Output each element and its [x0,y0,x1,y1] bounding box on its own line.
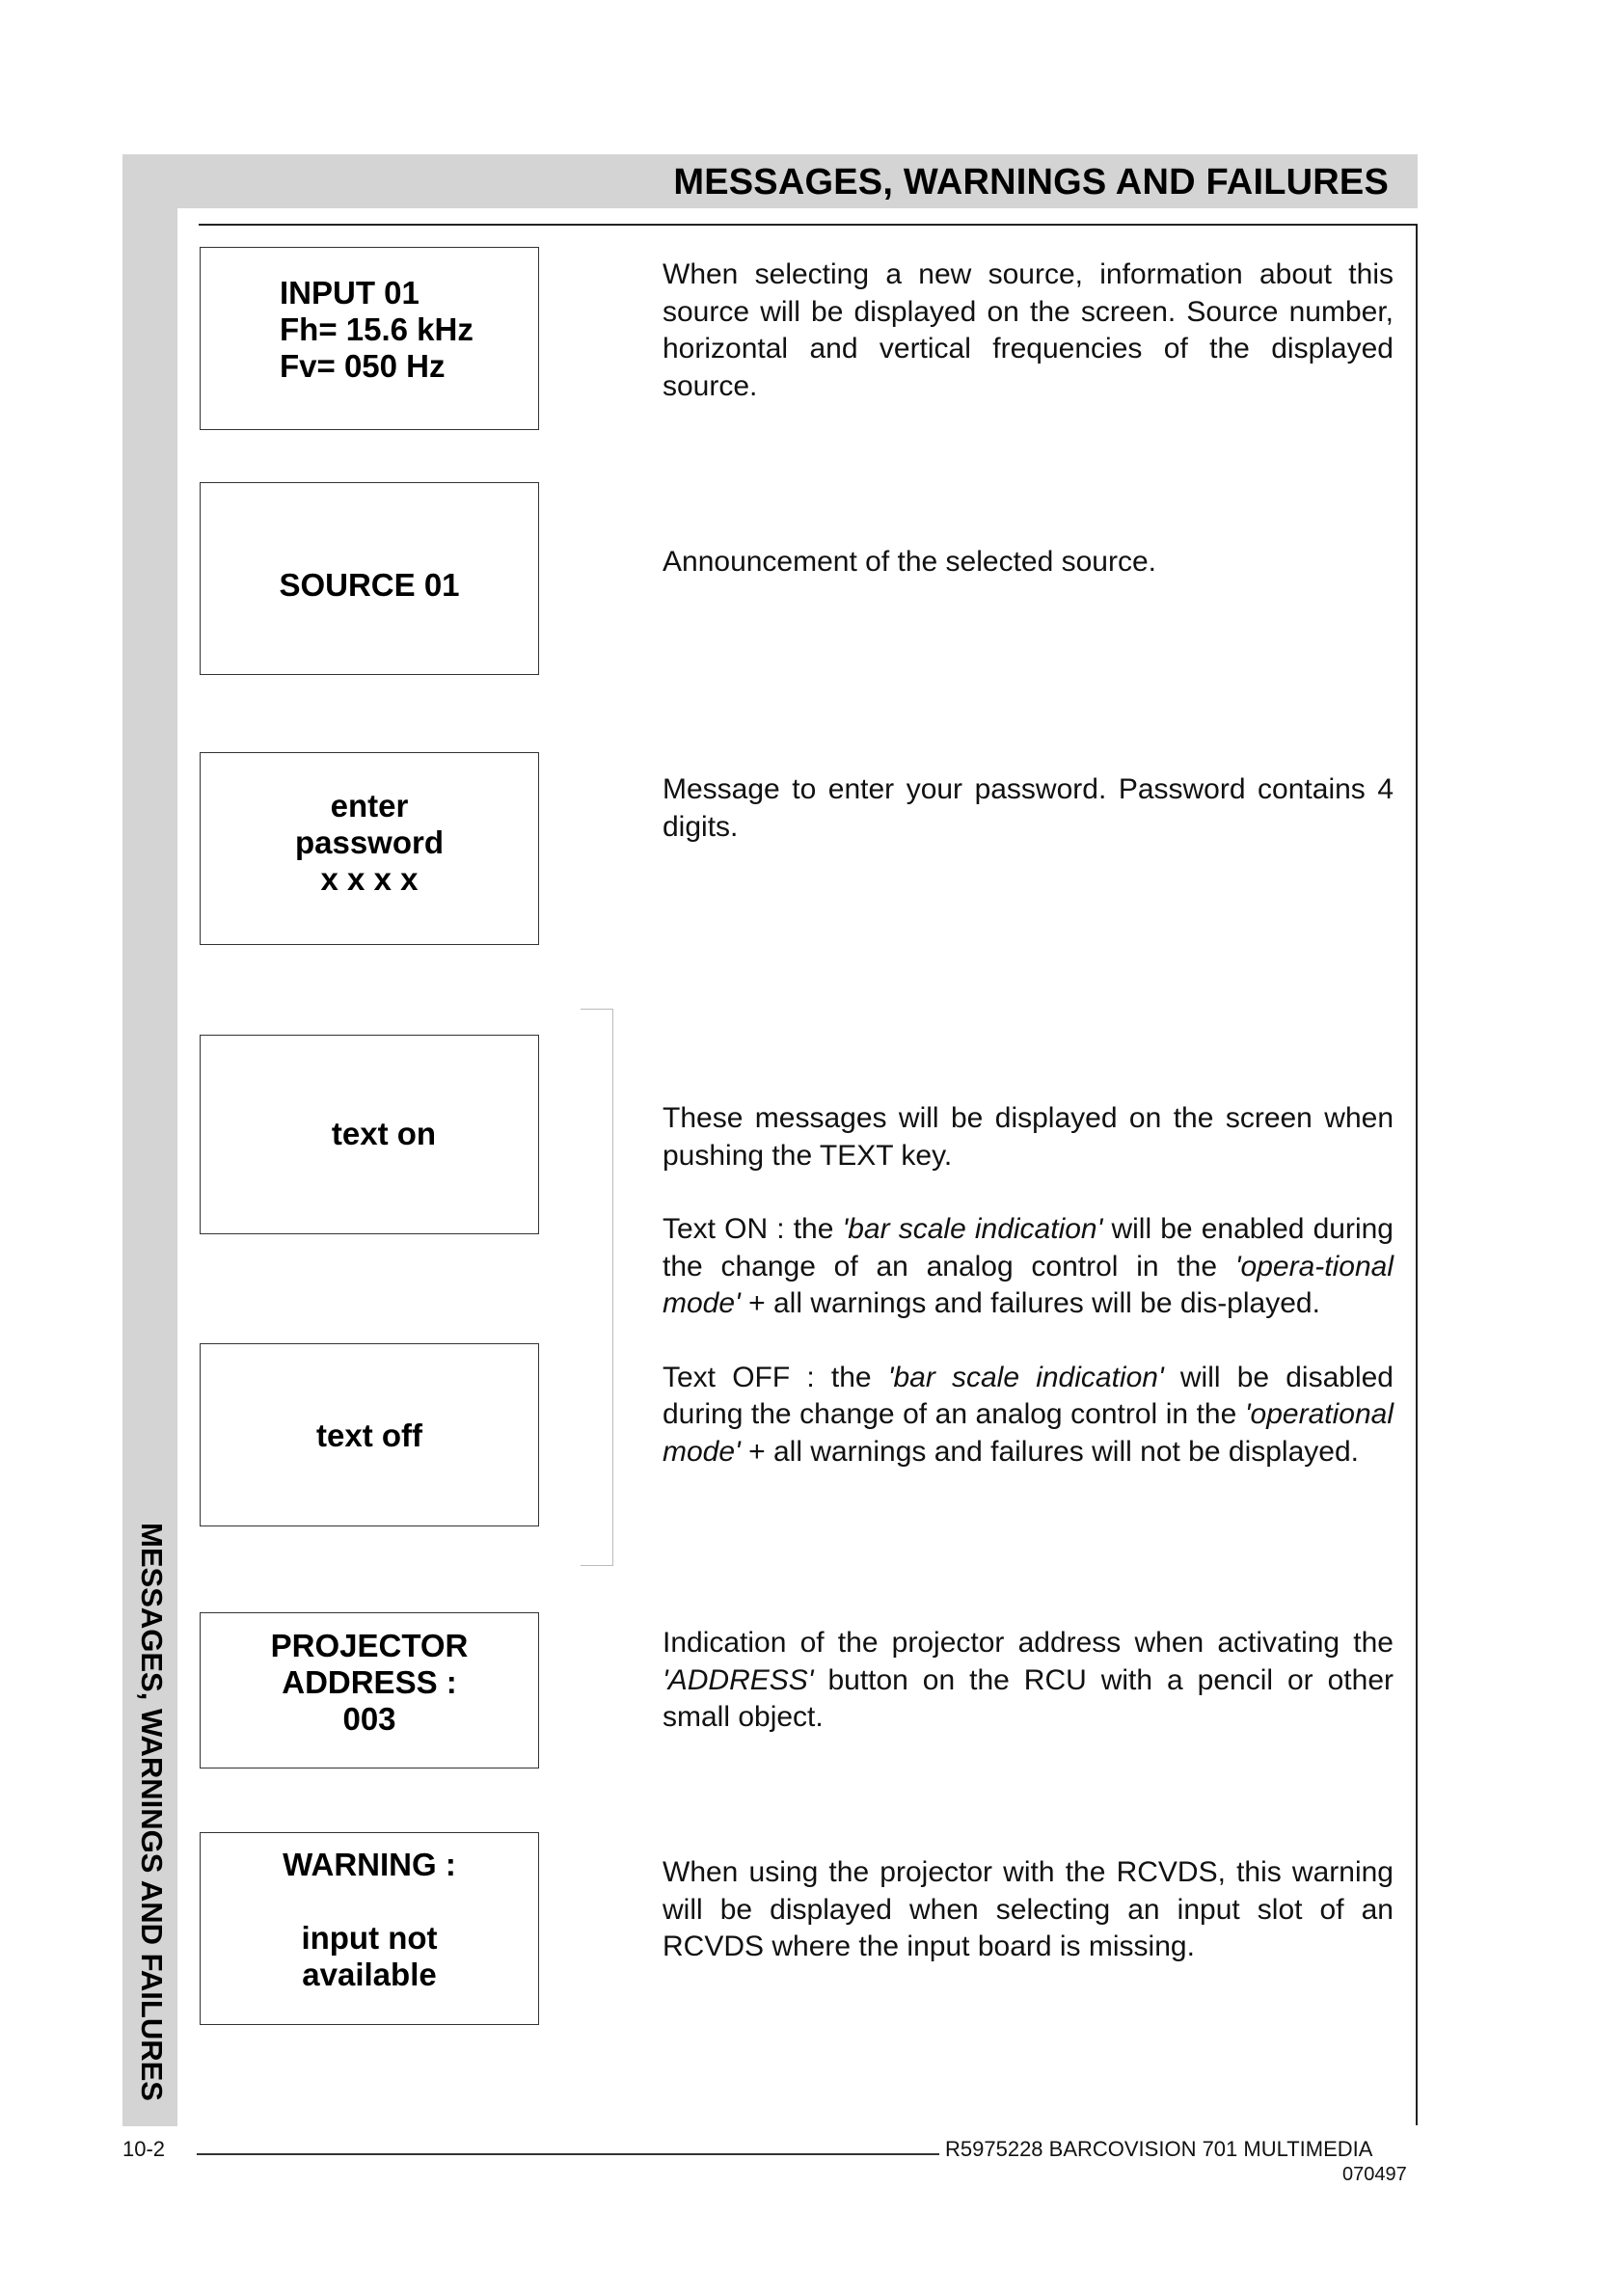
box-line: INPUT 01 [280,275,420,310]
text-off-description: Text OFF : the 'bar scale indication' will be disabled during the change of an analog control in the 'operational mode' + all warnings and failures will not be displayed. [663,1361,1394,1468]
box-line: x x x x [320,861,419,897]
right-rule [1416,224,1418,2125]
box-line: Fh= 15.6 kHz [280,311,474,347]
description-password [663,771,1394,846]
box-line: text on [331,1116,437,1151]
box-line: WARNING : [283,1847,456,1882]
message-box-text-off [200,1343,539,1526]
description-input [663,256,1394,405]
message-box-password [200,752,539,945]
description-text: When selecting a new source, information about this source will be displayed on the screen. Source number, horizontal and vertical frequencies of the displayed source. [663,258,1394,402]
text-key-intro: These messages will be displayed on the screen when pushing the TEXT key. [663,1102,1394,1172]
side-title-text: MESSAGES, WARNINGS AND FAILURES [135,1523,169,2101]
description-text: Indication of the projector address when activating the 'ADDRESS' button on the RCU with a pencil or other small object. [663,1627,1394,1733]
description-text: Message to enter your password. Password contains 4 digits. [663,773,1394,843]
side-title [129,1507,174,2117]
header-rule [199,224,1418,226]
box-line: text off [316,1418,422,1453]
text-on-description: Text ON : the 'bar scale indication' will be enabled during the change of an analog control in the 'opera-tional mode' + all warnings and failures will be dis-played. [663,1213,1394,1319]
message-box-warning [200,1832,539,2025]
box-line: available [302,1957,437,1992]
box-line: PROJECTOR [270,1628,469,1663]
page-number: 10-2 [122,2137,166,2161]
description-projector-address [663,1625,1394,1737]
message-box-projector-address [200,1612,539,1768]
box-line: SOURCE 01 [279,567,460,603]
box-line: ADDRESS : [282,1664,457,1700]
box-line: enter [330,788,409,824]
message-box-input [200,247,539,430]
box-line-spacer [201,1883,538,1920]
footer-rule [197,2153,939,2155]
box-line: Fv= 050 Hz [280,348,446,384]
box-line: password [294,824,445,860]
description-text: When using the projector with the RCVDS, this warning will be displayed when selecting an input slot of an RCVDS where the input board is missing. [663,1856,1394,1962]
page-title: MESSAGES, WARNINGS AND FAILURES [673,162,1389,202]
header-bar [122,154,1418,208]
document-date: 070497 [1342,2164,1407,2185]
description-source [663,544,1394,581]
description-text-key [663,1100,1394,1471]
box-line: input not [301,1920,438,1956]
text-key-bracket [581,1009,613,1566]
description-warning [663,1854,1394,1966]
description-text: Announcement of the selected source. [663,546,1156,578]
message-box-source [200,482,539,675]
message-box-text-on [200,1035,539,1234]
box-line: 003 [342,1701,396,1737]
document-reference: R5975228 BARCOVISION 701 MULTIMEDIA [945,2137,1373,2161]
